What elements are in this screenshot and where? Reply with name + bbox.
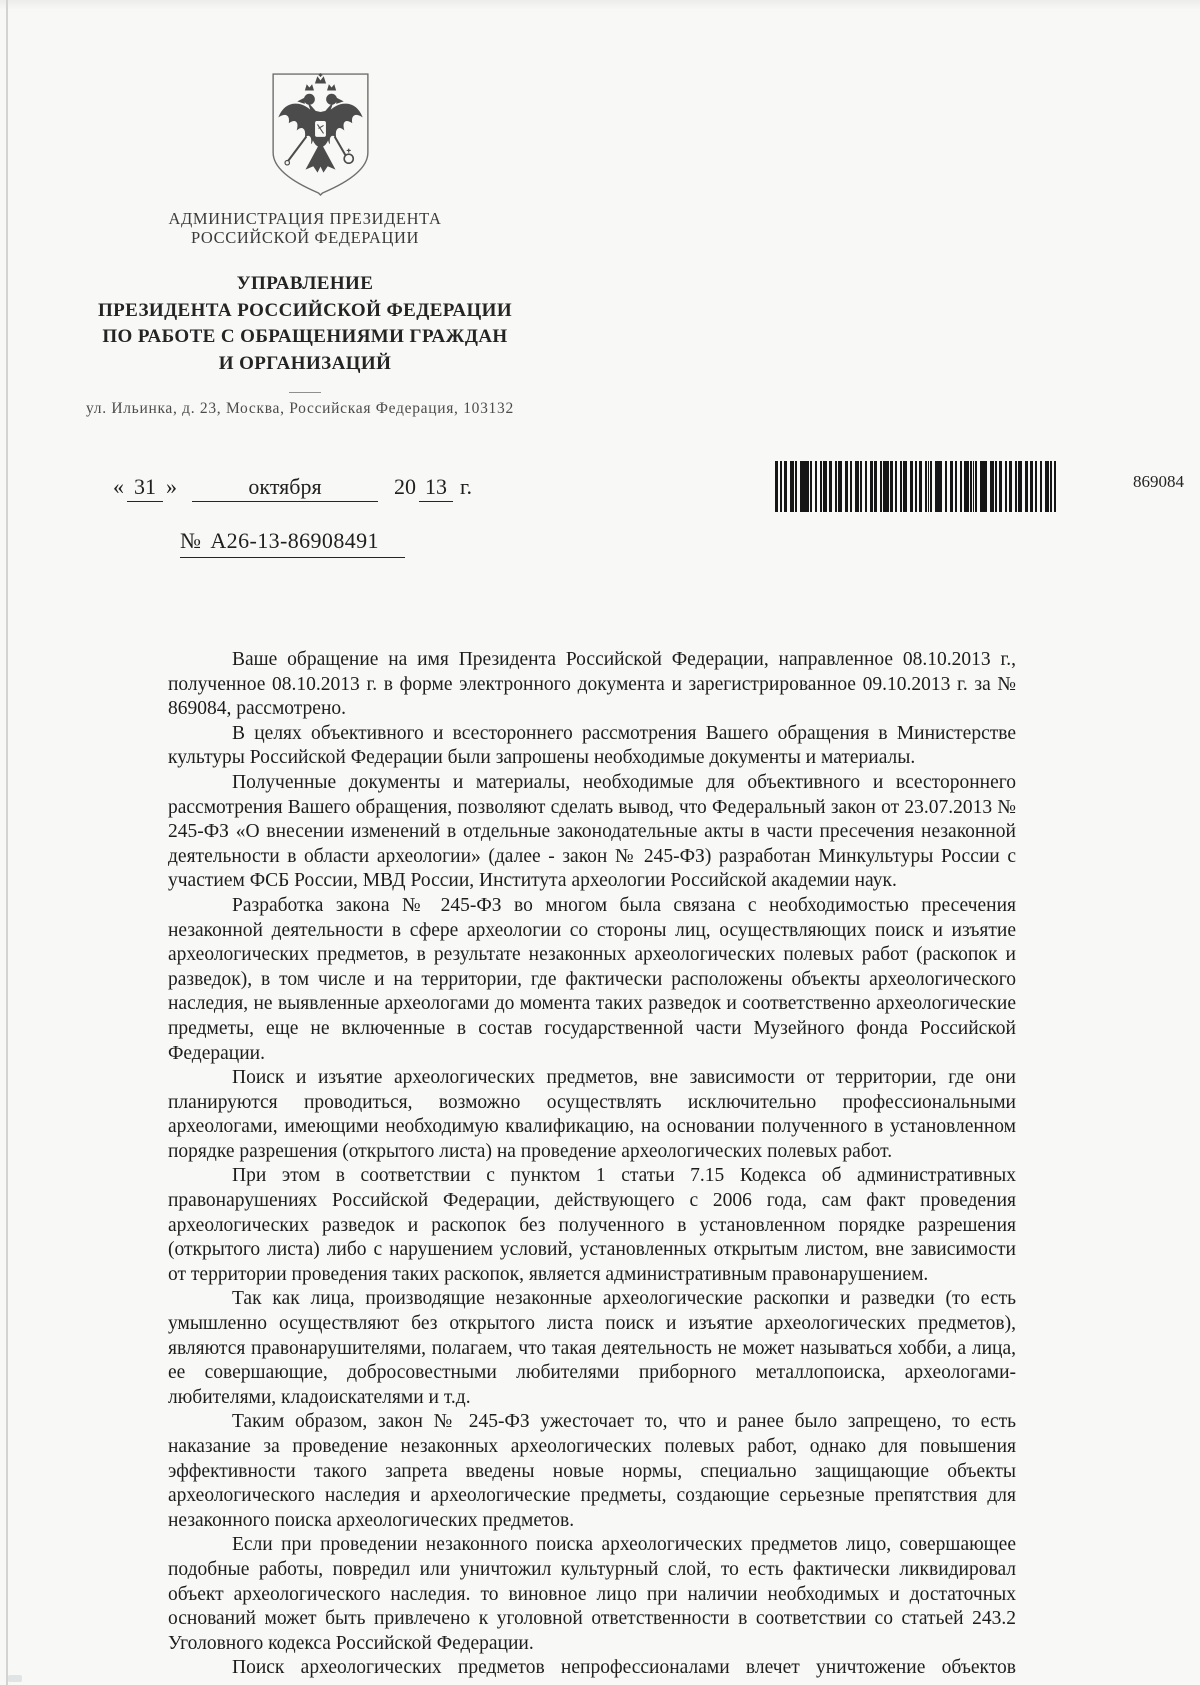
body-paragraph-8: Таким образом, закон № 245-ФЗ ужесточает то, что и ранее было запрещено, то есть наказание за проведение незаконных археологических полевых работ, однако для повышения эффективности такого запрета введены новые нормы, специально защищающие объекты археологического наследия и археологические предметы, создающие серьезные препятствия для незаконного поиска археологических предметов. xyxy=(168,1411,1016,1531)
body-paragraph-1: Ваше обращение на имя Президента Российской Федерации, направленное 08.10.2013 г., полученное 08.10.2013 г. в форме электронного документа и зарегистрированное 09.10.2013 г. за № 869084, рассмотрено. xyxy=(168,649,1016,720)
department-name-line-4: И ОРГАНИЗАЦИЙ xyxy=(218,352,392,374)
date-close-quote: » xyxy=(166,474,177,499)
reg-number-label: № xyxy=(180,528,202,553)
body-paragraph-10: Поиск археологических предметов непрофессионалами влечет уничтожение объектов xyxy=(232,1657,1016,1679)
department-name-line-1: УПРАВЛЕНИЕ xyxy=(236,273,374,294)
scan-edge-artifact xyxy=(6,0,8,1685)
date-year-suffix: г. xyxy=(460,474,473,499)
body-paragraph-9: Если при проведении незаконного поиска археологических предметов лицо, совершающее подобные работы, повредил или уничтожил культурный слой, то есть фактически ликвидировал объект археологического наследия. то виновное лицо при наличии необходимых и достаточных оснований может быть привлечено к уголовной ответственности в соответствии со статьей 243.2 Уголовного кодекса Российской Федерации. xyxy=(168,1534,1016,1654)
letterhead-divider xyxy=(289,392,321,393)
body-paragraph-4: Разработка закона № 245-ФЗ во многом была связана с необходимостью пресечения незаконной деятельности в сфере археологии со стороны лиц, осуществляющих поиск и изъятие археологических предметов, в результате незаконных археологических полевых работ (раскопок и разведок), в том числе и на территории, где фактически расположены объекты археологического наследия, не выявленные археологами до момента таких разведок и соответственно археологические предметы, еще не включенные в состав государственной части Музейного фонда Российской Федерации. xyxy=(168,894,1016,1064)
body-paragraph-3: Полученные документы и материалы, необходимые для объективного и всестороннего рассмотрения Вашего обращения, позволяют сделать вывод, что Федеральный закон от 23.07.2013 № 245-ФЗ «О внесении изменений в отдельные законодательные акты в части пресечения незаконной деятельности в области археологии» (далее - закон № 245-ФЗ) разработан Минкультуры России с участием ФСБ России, МВД России, Института археологии Российской академии наук. xyxy=(168,771,1016,892)
body-paragraph-5: Поиск и изъятие археологических предметов, вне зависимости от территории, где они планируются проводиться, возможно осуществлять исключительно профессиональными археологами, имеющими необходимую квалификацию, на основании полученного в установленном порядке разрешения (открытого листа) на проведение археологических полевых работ. xyxy=(168,1067,1016,1162)
date-century: 20 xyxy=(394,474,416,499)
date-line xyxy=(110,474,472,502)
address-line: ул. Ильинка, д. 23, Москва, Российская Федерация, 103132 xyxy=(86,400,514,417)
date-year: 13 xyxy=(419,474,453,502)
date-day: 31 xyxy=(127,474,163,502)
letter-body xyxy=(168,648,1016,1681)
letterhead xyxy=(70,70,540,393)
department-name-line-3: ПО РАБОТЕ С ОБРАЩЕНИЯМИ ГРАЖДАН xyxy=(102,326,508,347)
department-name xyxy=(70,271,540,377)
department-name-line-2: ПРЕЗИДЕНТА РОССИЙСКОЙ ФЕДЕРАЦИИ xyxy=(97,299,513,321)
registration-number xyxy=(180,528,405,558)
scan-top-shade xyxy=(0,0,1200,10)
barcode xyxy=(775,461,1056,512)
scan-corner-artifact xyxy=(8,1675,22,1682)
org-name-line-1: АДМИНИСТРАЦИЯ ПРЕЗИДЕНТА xyxy=(168,209,442,228)
date-month: октября xyxy=(192,474,378,502)
reg-number-value: А26-13-86908491 xyxy=(210,528,379,553)
body-paragraph-7: Так как лица, производящие незаконные археологические раскопки и разведки (то есть умышленно осуществляют без открытого листа поиск и изъятие археологических предметов), являются правонарушителями, полагаем, что такая деятельность не может называться хобби, а лица, ее совершающие, добросовестными любителями приборного металлопоиска, археологами- любителями, кладоискателями и т.д. xyxy=(168,1288,1016,1408)
russian-coat-of-arms-icon xyxy=(264,70,377,197)
body-paragraph-6: При этом в соответствии с пунктом 1 статьи 7.15 Кодекса об административных правонарушениях Российской Федерации, действующего с 2006 года, сам факт проведения археологических разведок и раскопок без полученного в установленном порядке разрешения (открытого листа) либо с нарушением условий, установленных открытым листом, вне зависимости от территории проведения таких раскопок, является административным правонарушением. xyxy=(168,1165,1016,1285)
body-paragraph-2: В целях объективного и всестороннего рассмотрения Вашего обращения в Министерстве культуры Российской Федерации были запрошены необходимые документы и материалы. xyxy=(168,722,1016,769)
org-name-line-2: РОССИЙСКОЙ ФЕДЕРАЦИИ xyxy=(190,228,420,247)
barcode-number: 869084 xyxy=(1133,472,1184,491)
date-open-quote: « xyxy=(113,474,124,499)
